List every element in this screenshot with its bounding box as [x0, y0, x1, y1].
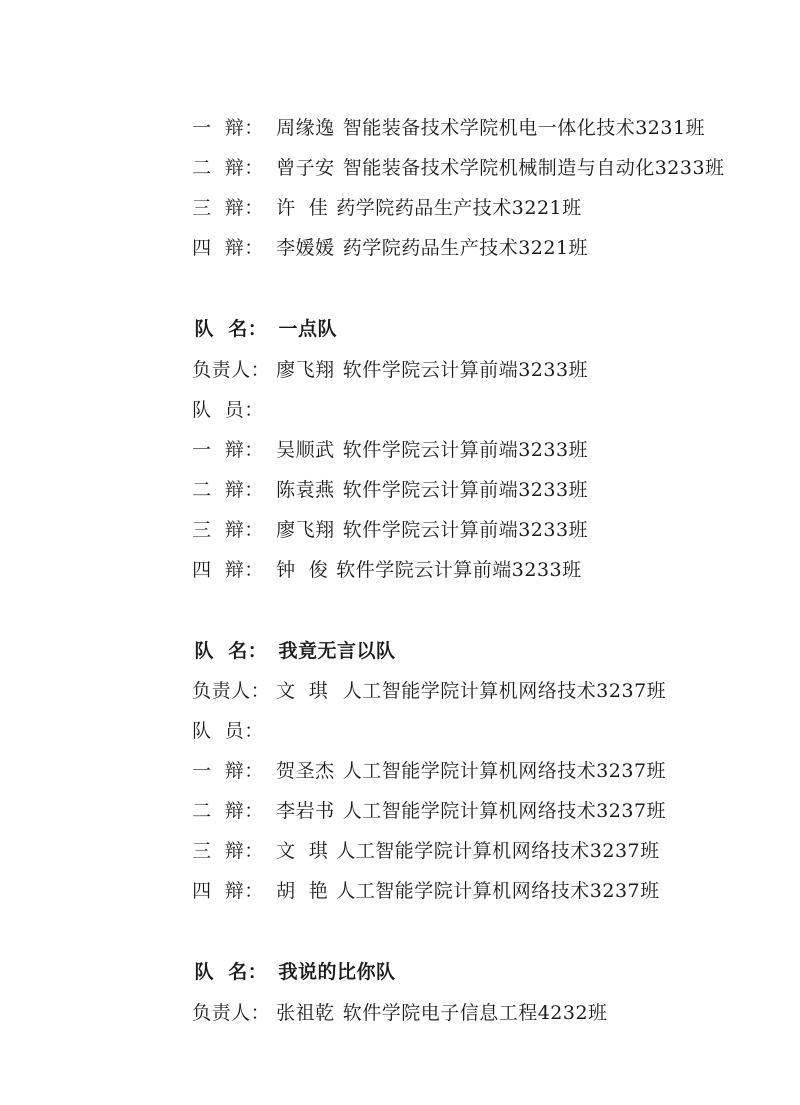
member-name: 吴顺武: [276, 439, 335, 461]
members-label: 队 员：: [192, 399, 264, 421]
role-label: 二 辩：: [192, 479, 264, 501]
member-line-debater-4: [166, 855, 660, 927]
member-name: 文 琪: [276, 840, 329, 862]
leader-name: 廖飞翔: [276, 359, 335, 381]
leader-name: 文 琪: [276, 680, 329, 702]
team-name: 一点队: [278, 318, 337, 340]
role-label: 四 辩：: [192, 559, 264, 581]
role-label: 三 辩：: [192, 840, 264, 862]
member-class: 药学院药品生产技术3221班: [342, 237, 589, 259]
member-name: 陈袁燕: [276, 479, 335, 501]
member-class: 人工智能学院计算机网络技术3237班: [336, 880, 660, 902]
role-label: 四 辩：: [192, 237, 264, 259]
leader-line: [166, 977, 608, 1049]
member-name: 许 佳: [276, 197, 329, 219]
member-name: 廖飞翔: [276, 519, 335, 541]
member-name: 李岩书: [276, 800, 335, 822]
role-label: 三 辩：: [192, 197, 264, 219]
team-name: 我说的比你队: [278, 961, 396, 983]
role-label: 二 辩：: [192, 157, 264, 179]
role-label: 四 辩：: [192, 880, 264, 902]
leader-label: 负责人：: [192, 359, 271, 381]
member-name: 周缘逸: [276, 117, 335, 139]
member-line-debater-4: [166, 212, 588, 284]
team-label: 队 名：: [194, 640, 268, 662]
leader-class: 软件学院云计算前端3233班: [342, 359, 589, 381]
member-class: 软件学院云计算前端3233班: [342, 439, 589, 461]
member-class: 人工智能学院计算机网络技术3237班: [342, 760, 667, 782]
member-class: 软件学院云计算前端3233班: [342, 519, 589, 541]
role-label: 一 辩：: [192, 439, 264, 461]
member-class: 药学院药品生产技术3221班: [336, 197, 582, 219]
team-label: 队 名：: [194, 961, 268, 983]
member-name: 李媛媛: [276, 237, 335, 259]
leader-name: 张祖乾: [276, 1002, 335, 1024]
member-name: 胡 艳: [276, 880, 329, 902]
members-label: 队 员：: [192, 720, 264, 742]
team-name: 我竟无言以队: [278, 640, 396, 662]
role-label: 一 辩：: [192, 117, 264, 139]
leader-class: 人工智能学院计算机网络技术3237班: [336, 680, 667, 702]
member-name: 贺圣杰: [276, 760, 335, 782]
member-class: 智能装备技术学院机电一体化技术3231班: [342, 117, 706, 139]
member-class: 软件学院云计算前端3233班: [342, 479, 589, 501]
member-class: 软件学院云计算前端3233班: [336, 559, 582, 581]
member-class: 智能装备技术学院机械制造与自动化3233班: [342, 157, 725, 179]
leader-label: 负责人：: [192, 680, 271, 702]
member-name: 钟 俊: [276, 559, 329, 581]
leader-class: 软件学院电子信息工程4232班: [342, 1002, 608, 1024]
role-label: 一 辩：: [192, 760, 264, 782]
member-class: 人工智能学院计算机网络技术3237班: [342, 800, 667, 822]
leader-label: 负责人：: [192, 1002, 271, 1024]
team-label: 队 名：: [194, 318, 268, 340]
member-class: 人工智能学院计算机网络技术3237班: [336, 840, 660, 862]
member-line-debater-4: [166, 534, 582, 606]
role-label: 二 辩：: [192, 800, 264, 822]
member-name: 曾子安: [276, 157, 335, 179]
role-label: 三 辩：: [192, 519, 264, 541]
